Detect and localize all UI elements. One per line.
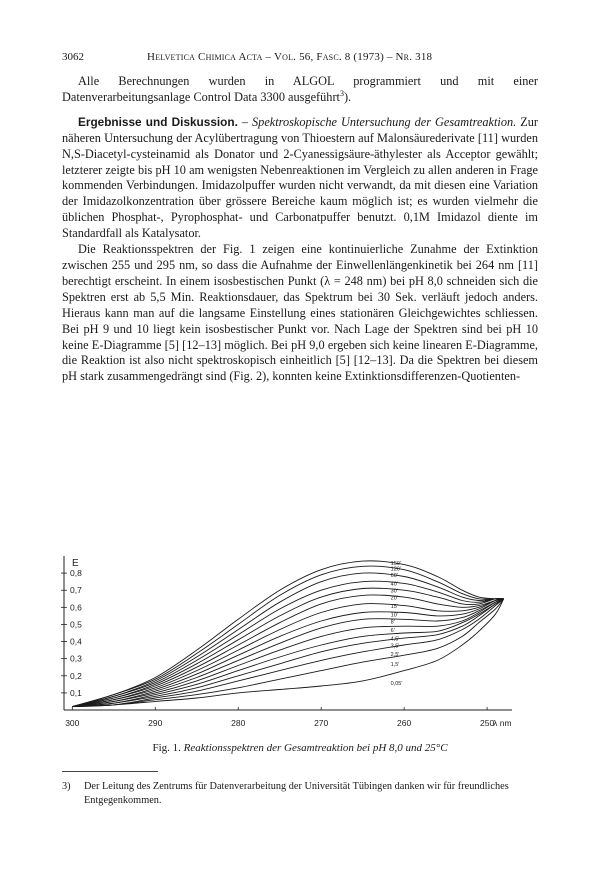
spectrum-curve [72,599,503,707]
paragraph-1-text: Alle Berechnungen wurden in ALGOL programmiert und mit einer Datenverarbeitungsanlage Control Data 3300 ausgeführt [62,74,538,104]
spectrum-curve [72,599,503,707]
y-tick-label: 0,2 [70,670,82,681]
curve-label: 1,5' [390,662,400,669]
curve-label: 120' [390,566,401,573]
caption-text: Reaktionsspektren der Gesamtreaktion bei pH 8,0 und 25°C [183,742,448,754]
y-tick-label: 0,4 [70,636,82,647]
page-number: 3062 [62,51,84,63]
spectrum-curve [72,599,503,707]
running-head: Helvetica Chimica Acta – Vol. 56, Fasc. 8 (1973) – Nr. 318 [147,51,433,63]
curve-label: 10' [390,612,398,619]
curve-label: 15' [390,603,398,610]
x-tick-label: 280 [231,718,246,728]
spectrum-curve [72,581,503,706]
curve-label: 3,5' [390,643,400,650]
caption-prefix: Fig. 1. [152,742,181,754]
curve-label: 2,5' [390,651,400,658]
x-tick-label: 290 [148,718,163,728]
curve-label: 40' [390,581,398,588]
spectra-chart [52,548,552,738]
footnote-text: Der Leitung des Zentrums für Datenverarbeitung der Universität Tübingen danken wir für freundliches Entgegenkommen. [84,781,509,806]
x-tick-label: 250 [480,718,495,728]
curve-label: 150' [390,561,401,568]
spectrum-curve [72,599,503,707]
paragraph-1 [62,74,538,106]
footnote-mark: 3) [62,781,71,792]
spectrum-curve [72,599,503,707]
curve-label: 8' [390,619,395,626]
paragraph-1-end: ). [343,89,352,104]
x-tick-label: 300 [65,718,80,728]
y-tick-label: 0,6 [70,602,82,613]
x-tick-label: 270 [314,718,329,728]
footnote-divider [62,771,158,772]
body-text [62,74,538,385]
curve-label: 20' [390,595,398,602]
curve-label: 4,5' [390,636,400,643]
y-tick-label: 0,7 [70,585,82,596]
curve-label: 6' [390,627,395,634]
curve-label: 0,05' [390,680,403,687]
paragraph-2-text: Zur näheren Untersuchung der Acylübertragung von Thioestern auf Malonsäurederivate [11] wurden N,S-Diacetyl-cysteinamid als Donator und 2-Cyanessigsäure-äthylester als Acceptor gewählt; letzterer zeigte bis pH 10 am wenigsten Nebenreaktionen im Vergleich zu allen anderen in Frage kommenden Verbindungen. Imidazolpuffer wurden nicht verwandt, da mit diesen eine Variation der Imidazolkonzentration über grössere Bereiche kaum möglich ist; es wurden vielmehr die üblichen Phosphat-, Pyrophosphat- und Carbonatpuffer benutzt. 0,1M Imidazol diente im Standardfall als Katalysator. [62,114,538,241]
heading-dash: – [237,114,253,129]
y-axis-label: E [72,558,79,569]
spectrum-curve [72,599,503,707]
curve-label: 30' [390,588,398,595]
x-axis-label: λ nm [493,718,512,728]
y-tick-label: 0,3 [70,653,82,664]
curve-label: 60' [390,573,398,580]
spectrum-curve [72,599,503,707]
y-tick-label: 0,5 [70,619,82,630]
x-tick-label: 260 [397,718,412,728]
section-heading: Ergebnisse und Diskussion. [78,114,238,129]
spectrum-curve [72,599,503,707]
paragraph-3: Die Reaktionsspektren der Fig. 1 zeigen eine kontinuierliche Zunahme der Extinktion zwischen 255 und 295 nm, so dass die Aufnahme der Einwellenlängenkinetik bei 264 nm [11] berechtigt erscheint. In einem isosbestischen Punkt (λ = 248 nm) bei pH 8,0 schneiden sich die Spektren erst ab 5,5 Min. Reaktionsdauer, das Spektrum bei 30 Sek. verläuft jedoch anders. Hieraus kann man auf die langsame Einstellung eines stationären Gleichgewichtes schliessen. Bei pH 9 und 10 liegt kein isosbestischer Punkt vor. Nach Lage der Spektren sind bei pH 10 keine E-Diagramme [5] [12–13] möglich. Bei pH 9,0 ergeben sich keine linearen E-Diagramme, die Reaktion ist also nicht spektroskopisch einheitlich [5] [12–13]. Da die Spektren bei diesem pH stark zusammengedrängt sind (Fig. 2), konnten keine Extinktionsdifferenzen-Quotienten- [62,242,538,384]
paragraph-2 [62,115,538,242]
running-header [62,51,538,67]
spectrum-curve [72,599,503,707]
y-tick-label: 0,1 [70,687,82,698]
section-subheading: Spektroskopische Untersuchung der Gesamtreaktion. [252,114,517,129]
footnote [62,780,538,807]
figure-caption [62,742,538,754]
y-tick-label: 0,8 [70,568,82,579]
footnote-ref[interactable]: 3 [339,88,344,98]
figure-1 [52,548,552,738]
